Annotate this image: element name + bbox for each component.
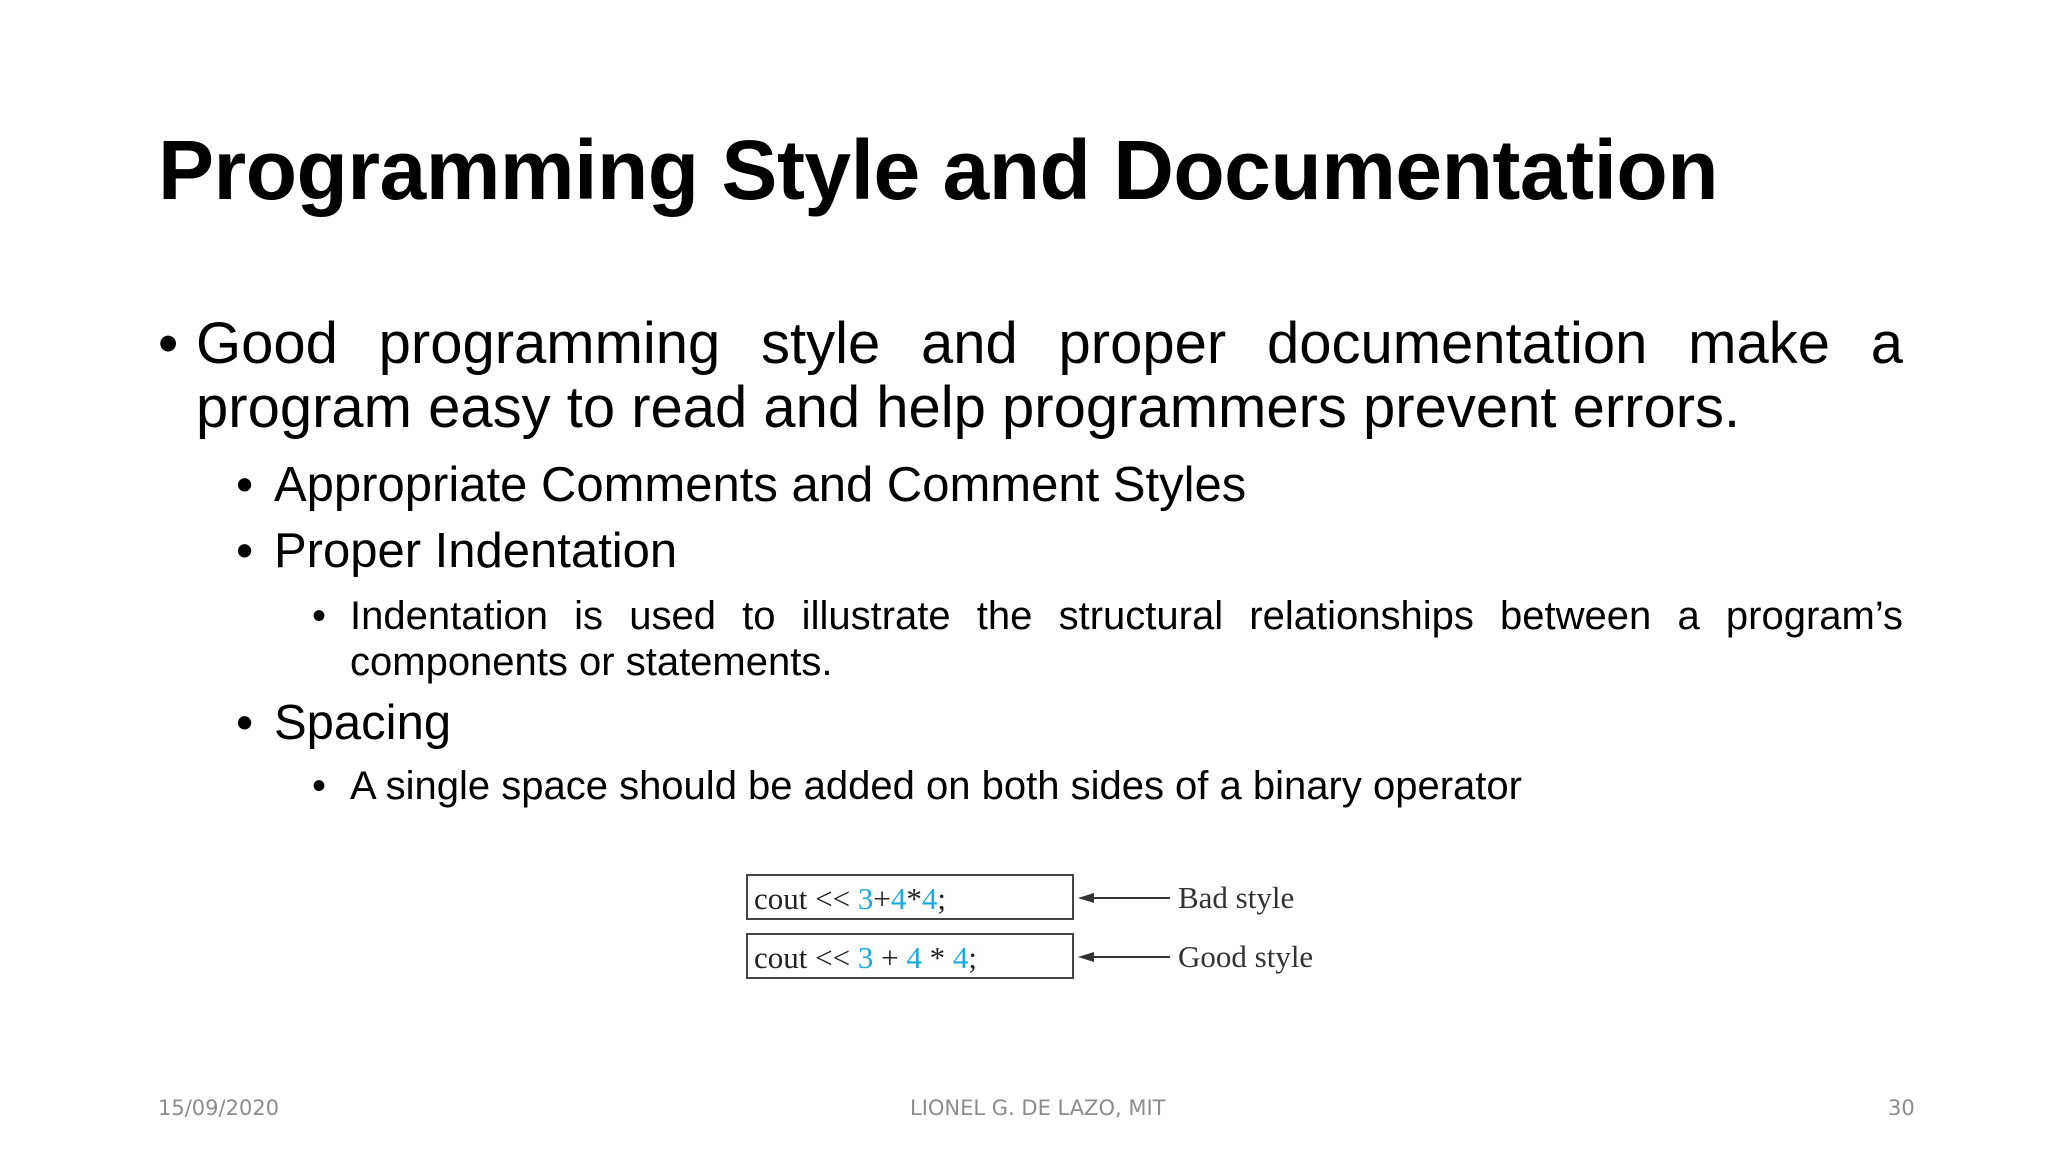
- code-operator: +: [873, 940, 907, 975]
- bullet-dot: •: [236, 458, 254, 512]
- bad-style-code: [746, 874, 1074, 920]
- good-style-label: Good style: [1178, 939, 1314, 974]
- bullet-dot: •: [312, 764, 327, 808]
- bullet-comments: [236, 457, 1246, 513]
- bullet-spacing-detail: [312, 763, 1712, 809]
- bullet-spacing: [236, 695, 451, 751]
- code-number: 4: [952, 940, 969, 975]
- bullet-indentation-text: Proper Indentation: [274, 524, 678, 578]
- code-number: 3: [857, 881, 874, 916]
- footer-author: LIONEL G. DE LAZO, MIT: [910, 1096, 1166, 1120]
- bullet-comments-text: Appropriate Comments and Comment Styles: [274, 458, 1247, 512]
- code-number: 3: [857, 940, 874, 975]
- bad-style-arrow: [1078, 890, 1170, 906]
- code-operator: *: [906, 881, 922, 916]
- code-text: cout <<: [754, 881, 858, 916]
- good-style-arrow: [1078, 949, 1170, 965]
- good-style-code: [746, 933, 1074, 979]
- code-terminator: ;: [937, 881, 946, 916]
- bullet-dot: •: [236, 524, 254, 578]
- bullet-main-text: Good programming style and proper documentation make a program easy to read and help programmers prevent errors.: [196, 311, 1903, 440]
- slide-title: Programming Style and Documentation: [158, 123, 1719, 217]
- code-text: cout <<: [754, 940, 858, 975]
- footer-page-number: 30: [1888, 1096, 1915, 1120]
- code-number: 4: [906, 940, 922, 975]
- bad-style-label: Bad style: [1178, 880, 1295, 915]
- code-terminator: ;: [968, 940, 977, 975]
- bullet-main: [158, 312, 1903, 440]
- bullet-indentation-detail-text: Indentation is used to illustrate the structural relationships between a program’s components or statements.: [350, 594, 1903, 684]
- footer-date: 15/09/2020: [158, 1096, 280, 1120]
- code-number: 4: [921, 881, 938, 916]
- code-operator: *: [921, 940, 953, 975]
- bullet-indentation: [236, 523, 677, 579]
- bullet-dot: •: [312, 594, 327, 638]
- bullet-dot: •: [158, 311, 179, 376]
- bullet-indentation-detail: [312, 593, 1903, 685]
- bullet-spacing-detail-text: A single space should be added on both sides of a binary operator: [350, 764, 1522, 808]
- bullet-spacing-text: Spacing: [274, 696, 452, 750]
- code-operator: +: [873, 881, 891, 916]
- code-number: 4: [890, 881, 907, 916]
- bullet-dot: •: [236, 696, 254, 750]
